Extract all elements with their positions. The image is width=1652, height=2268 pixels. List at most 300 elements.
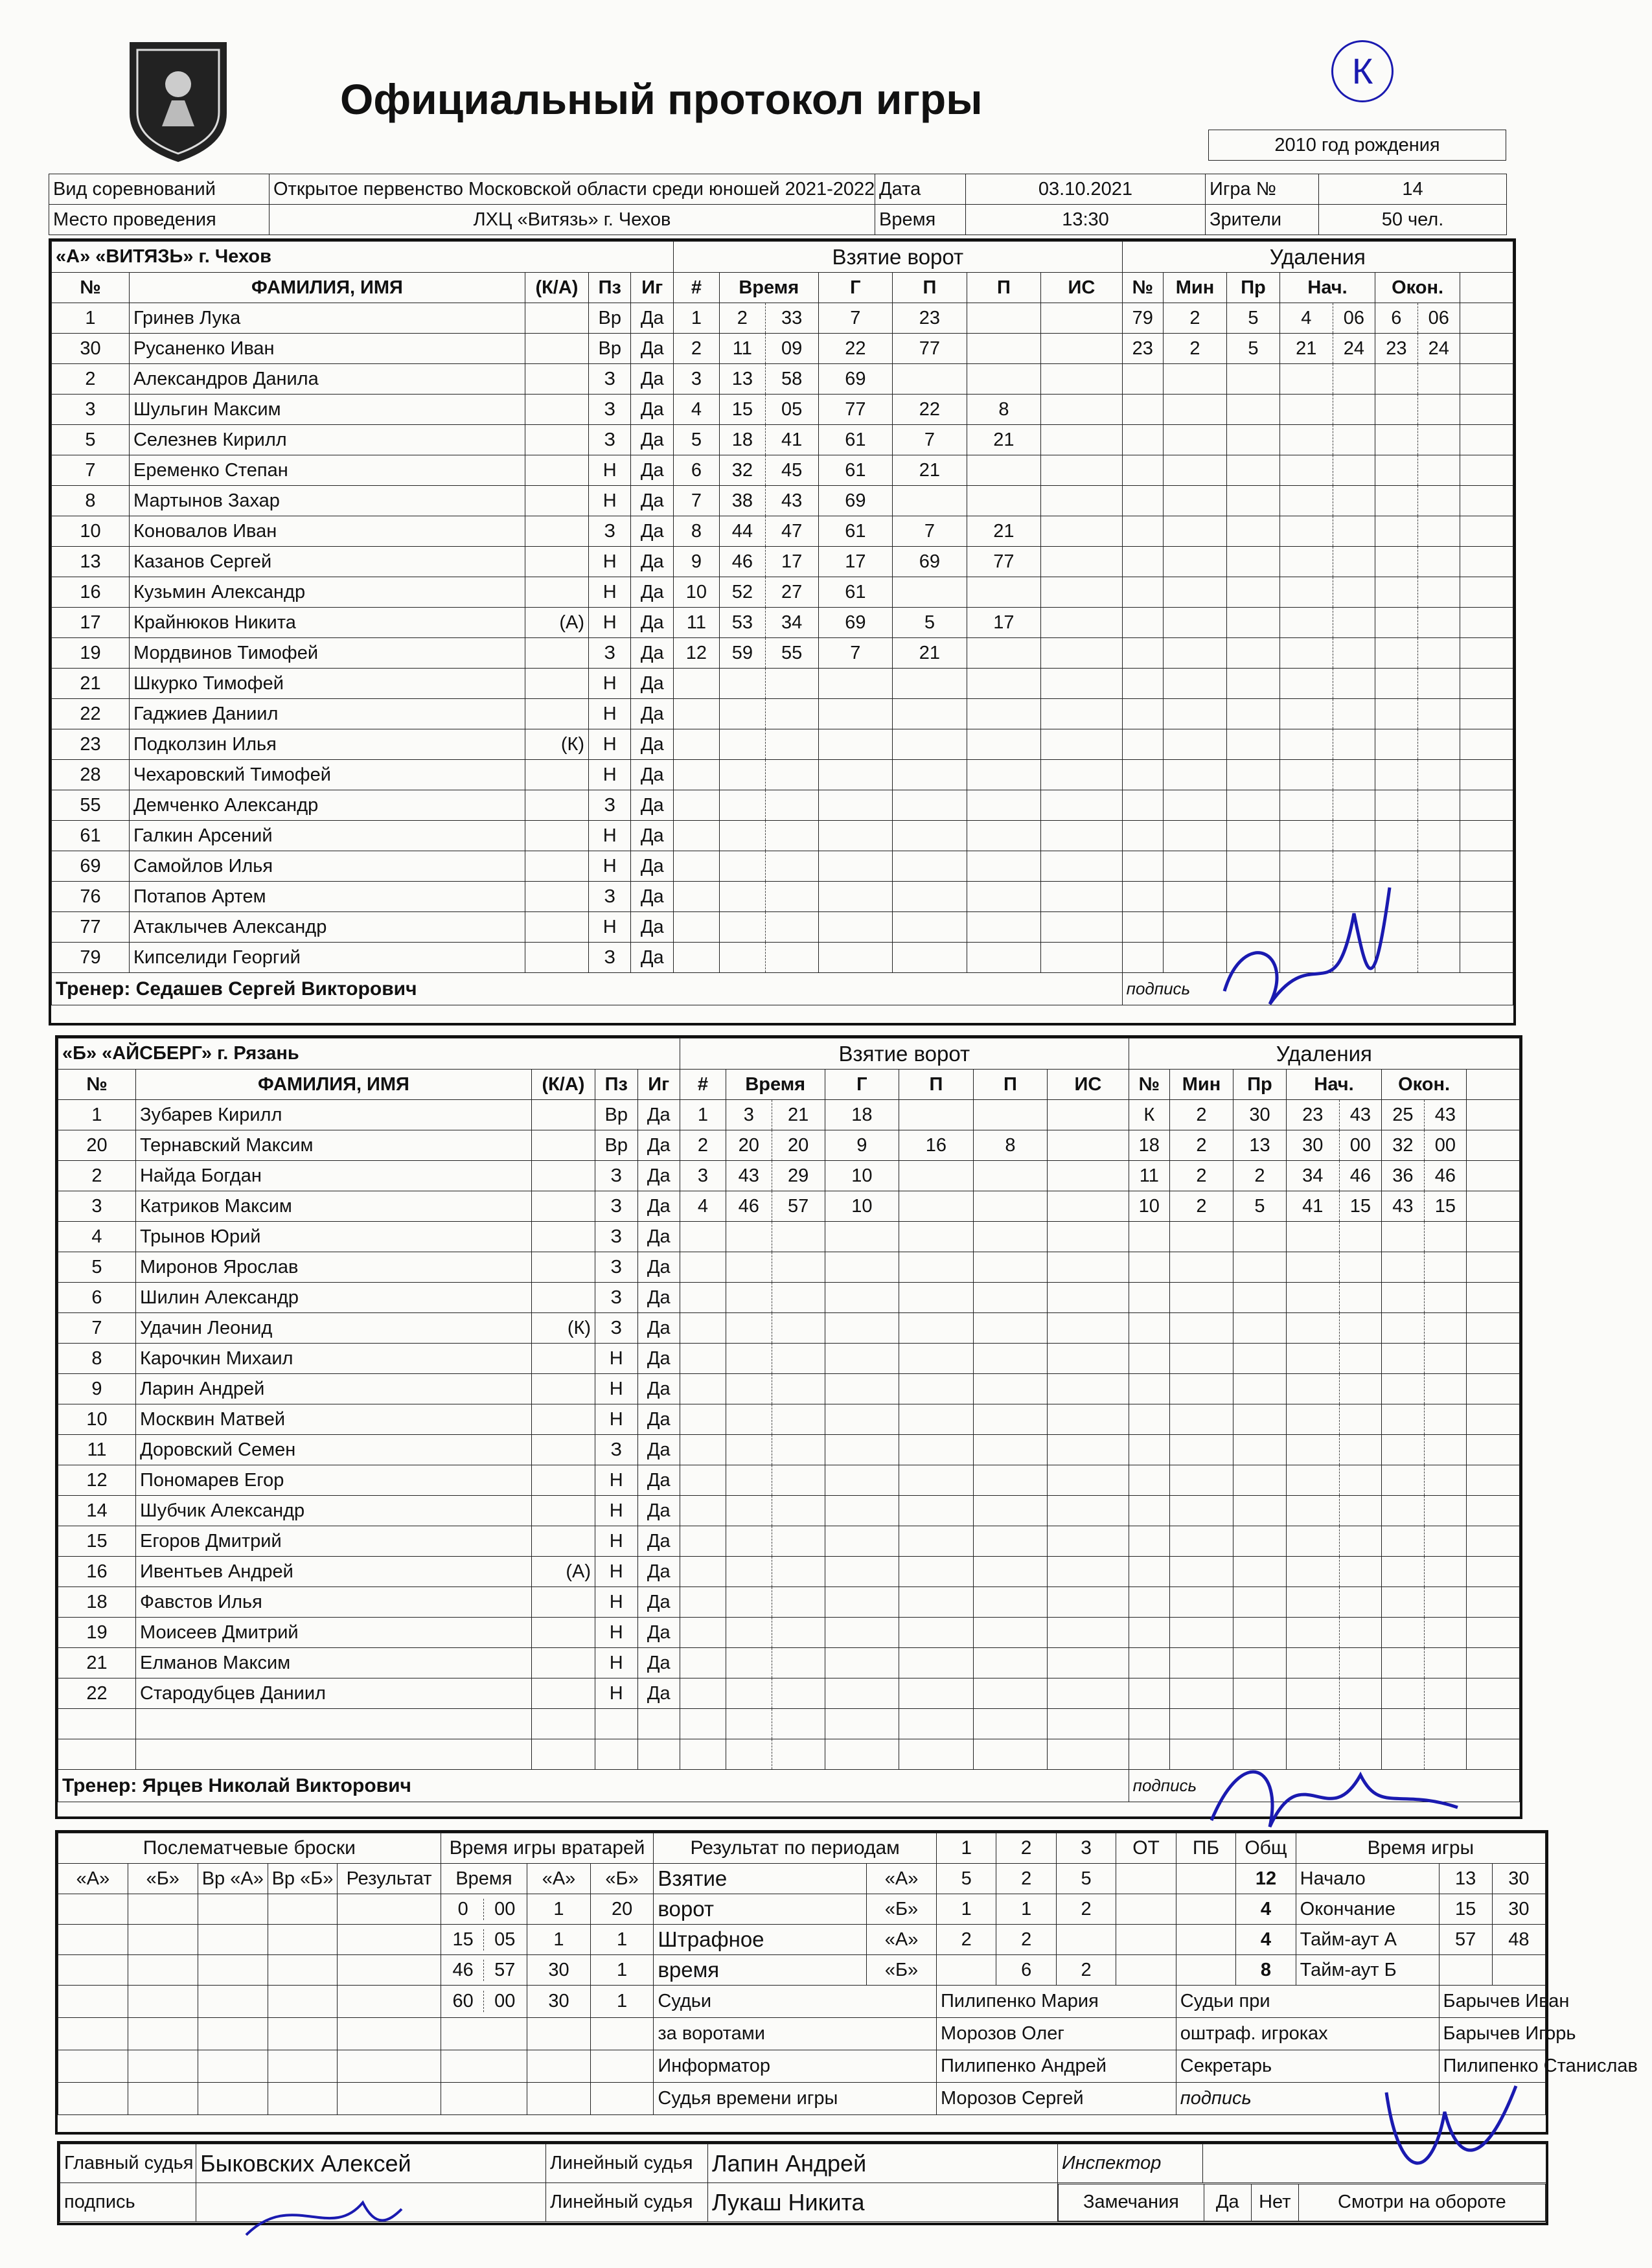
penalty-cell <box>1286 1404 1339 1435</box>
player-played: Да <box>631 943 674 973</box>
player-number: 5 <box>52 425 130 455</box>
penalty-cell <box>1227 364 1280 395</box>
linesman1-name: Лапин Андрей <box>708 2144 1058 2183</box>
goal-cell: 77 <box>967 547 1041 577</box>
gk-time-sec: 00 <box>494 1898 516 1919</box>
player-position: Н <box>595 1526 637 1557</box>
penalty-cell <box>1339 1526 1381 1557</box>
penalty-cell <box>1286 1252 1339 1283</box>
goal-cell <box>967 821 1041 851</box>
goal-cell <box>680 1709 726 1739</box>
col-min: Мин <box>1163 273 1226 303</box>
penalty-cell <box>1227 669 1280 699</box>
goal-cell <box>1048 1435 1129 1465</box>
goal-cell: 22 <box>818 334 893 364</box>
goal-cell <box>726 1587 772 1618</box>
venue-value: ЛХЦ «Витязь» г. Чехов <box>270 205 875 235</box>
gk-time-sec: 00 <box>494 1991 516 2011</box>
penalty-cell <box>1417 943 1460 973</box>
penalty-cell <box>1375 699 1417 729</box>
penalty-judges-label2: оштраф. игроках <box>1176 2018 1439 2050</box>
goal-cell <box>973 1739 1048 1770</box>
goal-cell: 22 <box>893 395 967 425</box>
goal-cell <box>825 1313 899 1344</box>
main-ref-signature <box>240 2177 408 2248</box>
period-col: 3 <box>1056 1833 1116 1864</box>
goal-cell <box>1041 912 1122 943</box>
penalty-cell <box>1129 1678 1169 1709</box>
goal-cell: 7 <box>673 486 719 516</box>
penalty-cell <box>1339 1222 1381 1252</box>
player-played: Да <box>631 577 674 608</box>
penalty-cell <box>1417 821 1460 851</box>
player-number: 61 <box>52 821 130 851</box>
penalty-cell <box>1286 1557 1339 1587</box>
goal-cell: 8 <box>967 395 1041 425</box>
goal-cell <box>973 1313 1048 1344</box>
linesman2-name: Лукаш Никита <box>708 2183 1058 2222</box>
penalty-cell: 10 <box>1129 1191 1169 1222</box>
penalty-cell <box>1227 729 1280 760</box>
player-played: Да <box>637 1191 680 1222</box>
penalty-judges-label: Судьи при <box>1176 1986 1439 2018</box>
goal-cell: 1 <box>680 1100 726 1130</box>
goal-cell <box>726 1313 772 1344</box>
penalty-cell <box>1417 395 1460 425</box>
remarks-no: Нет <box>1251 2184 1298 2221</box>
player-position: З <box>595 1161 637 1191</box>
result-cell: 5 <box>936 1864 996 1894</box>
player-row <box>52 638 1513 669</box>
penalty-cell <box>1129 1222 1169 1252</box>
goal-cell <box>893 699 967 729</box>
player-number: 7 <box>58 1313 136 1344</box>
shootout-title: Послематчевые броски <box>58 1833 441 1864</box>
penalty-cell <box>1375 364 1417 395</box>
penalty-cell: 24 <box>1417 334 1460 364</box>
player-played: Да <box>631 516 674 547</box>
player-row <box>58 1191 1520 1222</box>
player-played <box>637 1709 680 1739</box>
player-name: Мордвинов Тимофей <box>129 638 525 669</box>
shootout-col: Вр «А» <box>198 1864 268 1894</box>
goal-cell: 13 <box>719 364 765 395</box>
player-row <box>58 1100 1520 1130</box>
player-position: Н <box>595 1374 637 1404</box>
penalty-cell: 15 <box>1339 1191 1381 1222</box>
goal-cell: 3 <box>673 364 719 395</box>
goal-cell <box>967 334 1041 364</box>
goal-cell <box>973 1648 1048 1678</box>
player-role <box>531 1739 595 1770</box>
player-row <box>52 699 1513 729</box>
gk-a: 30 <box>527 1955 591 1986</box>
goal-cell <box>899 1739 974 1770</box>
goal-cell <box>726 1709 772 1739</box>
player-played: Да <box>637 1283 680 1313</box>
penalty-cell: 13 <box>1233 1130 1287 1161</box>
goal-cell <box>893 882 967 912</box>
player-played: Да <box>637 1313 680 1344</box>
penalty-cell <box>1279 395 1333 425</box>
player-role: (А) <box>531 1557 595 1587</box>
penalty-cell <box>1129 1557 1169 1587</box>
player-name: Демченко Александр <box>129 790 525 821</box>
player-position: Н <box>589 486 631 516</box>
goal-cell: 45 <box>765 455 818 486</box>
penalty-cell <box>1163 790 1226 821</box>
penalty-cell: 30 <box>1286 1130 1339 1161</box>
penalty-cell <box>1129 1313 1169 1344</box>
page-title: Официальный протокол игры <box>340 75 983 123</box>
goal-cell <box>973 1161 1048 1191</box>
goal-cell <box>673 790 719 821</box>
game-time-h: 57 <box>1439 1925 1492 1955</box>
col-no: № <box>52 273 130 303</box>
penalty-cell: 23 <box>1375 334 1417 364</box>
penalty-cell <box>1279 577 1333 608</box>
goal-cell: 57 <box>772 1191 825 1222</box>
game-time-title: Время игры <box>1296 1833 1545 1864</box>
player-position: Н <box>595 1496 637 1526</box>
goal-cell <box>765 760 818 790</box>
gk-time-min: 15 <box>442 1929 485 1951</box>
goal-cell <box>772 1374 825 1404</box>
player-position: Н <box>595 1678 637 1709</box>
penalty-cell <box>1122 790 1163 821</box>
col-played: Иг <box>631 273 674 303</box>
penalty-cell <box>1375 425 1417 455</box>
penalty-cell <box>1417 760 1460 790</box>
player-row <box>58 1557 1520 1587</box>
player-number: 76 <box>52 882 130 912</box>
goal-cell <box>899 1161 974 1191</box>
player-name: Казанов Сергей <box>129 547 525 577</box>
venue-label: Место проведения <box>49 205 270 235</box>
goal-cell: 18 <box>825 1100 899 1130</box>
penalty-cell <box>1129 1739 1169 1770</box>
goal-cell: 32 <box>719 455 765 486</box>
player-number: 21 <box>58 1648 136 1678</box>
goal-cell <box>893 821 967 851</box>
goal-cell <box>893 851 967 882</box>
player-played: Да <box>637 1344 680 1374</box>
goal-cell <box>719 912 765 943</box>
penalty-cell <box>1339 1496 1381 1526</box>
penalty-cell <box>1286 1374 1339 1404</box>
player-number: 77 <box>52 912 130 943</box>
result-team-tag: «А» <box>867 1925 937 1955</box>
goal-cell <box>719 790 765 821</box>
player-number: 18 <box>58 1587 136 1618</box>
col-gtime: Время <box>719 273 818 303</box>
time-label: Время <box>875 205 966 235</box>
penalty-cell <box>1286 1678 1339 1709</box>
goal-cell <box>772 1344 825 1374</box>
penalty-cell <box>1417 486 1460 516</box>
player-number: 19 <box>58 1618 136 1648</box>
goal-cell <box>673 821 719 851</box>
goal-cell <box>1048 1587 1129 1618</box>
penalty-cell <box>1339 1404 1381 1435</box>
penalty-cell <box>1129 1344 1169 1374</box>
penalty-cell: 11 <box>1129 1161 1169 1191</box>
player-name: Атаклычев Александр <box>129 912 525 943</box>
player-position: Н <box>589 455 631 486</box>
penalty-cell <box>1286 1465 1339 1496</box>
federation-logo <box>123 36 233 165</box>
penalty-cell <box>1279 790 1333 821</box>
penalty-cell <box>1382 1344 1424 1374</box>
goal-cell: 58 <box>765 364 818 395</box>
penalty-cell <box>1333 364 1375 395</box>
player-name: Катриков Максим <box>135 1191 531 1222</box>
player-role <box>531 1404 595 1435</box>
penalty-cell <box>1424 1496 1466 1526</box>
penalty-cell <box>1382 1557 1424 1587</box>
penalty-cell <box>1333 547 1375 577</box>
goal-cell: 61 <box>818 425 893 455</box>
player-number: 1 <box>58 1100 136 1130</box>
penalty-cell <box>1227 486 1280 516</box>
penalty-cell <box>1417 516 1460 547</box>
result-team-tag: «Б» <box>867 1894 937 1925</box>
player-row <box>58 1648 1520 1678</box>
player-row <box>52 760 1513 790</box>
goal-cell: 8 <box>973 1130 1048 1161</box>
player-played: Да <box>637 1374 680 1404</box>
goal-judges-label2: за воротами <box>654 2018 937 2050</box>
penalty-cell <box>1227 547 1280 577</box>
goal-cell <box>680 1618 726 1648</box>
penalty-cell: 00 <box>1339 1130 1381 1161</box>
goal-cell <box>1041 577 1122 608</box>
penalty-cell: 5 <box>1227 334 1280 364</box>
player-role <box>531 1252 595 1283</box>
penalty-cell <box>1424 1557 1466 1587</box>
penalty-cell <box>1333 638 1375 669</box>
secretary-name: Пилипенко Станислав <box>1439 2050 1545 2083</box>
player-row <box>58 1313 1520 1344</box>
goal-cell <box>1041 486 1122 516</box>
goal-cell <box>772 1587 825 1618</box>
goal-cell <box>899 1404 974 1435</box>
team_a-sign-label: подпись <box>1122 973 1513 1005</box>
col-is: ИС <box>1048 1070 1129 1100</box>
player-row <box>58 1344 1520 1374</box>
player-position: З <box>589 516 631 547</box>
player-number: 22 <box>52 699 130 729</box>
player-row <box>52 455 1513 486</box>
goal-cell <box>726 1618 772 1648</box>
goal-cell <box>893 669 967 699</box>
player-played: Да <box>637 1222 680 1252</box>
player-row <box>58 1252 1520 1283</box>
penalty-cell: 34 <box>1286 1161 1339 1191</box>
player-played: Да <box>637 1465 680 1496</box>
goal-cell: 55 <box>765 638 818 669</box>
player-role <box>531 1435 595 1465</box>
penalty-cell <box>1339 1587 1381 1618</box>
goal-cell <box>825 1435 899 1465</box>
game-time-label: Начало <box>1296 1864 1439 1894</box>
goal-cell <box>1041 425 1122 455</box>
penalty-cell <box>1333 790 1375 821</box>
penalty-cell <box>1375 638 1417 669</box>
result-title: Результат по периодам <box>654 1833 937 1864</box>
goal-cell <box>973 1618 1048 1648</box>
player-name <box>135 1709 531 1739</box>
goal-cell: 7 <box>818 303 893 334</box>
player-position: Н <box>589 760 631 790</box>
penalty-cell <box>1169 1526 1233 1557</box>
player-played: Да <box>631 364 674 395</box>
player-role: (К) <box>531 1313 595 1344</box>
player-role <box>525 821 588 851</box>
goal-cell <box>673 943 719 973</box>
player-position: Вр <box>589 303 631 334</box>
goal-cell <box>973 1100 1048 1130</box>
player-name: Подколзин Илья <box>129 729 525 760</box>
penalty-cell <box>1424 1313 1466 1344</box>
penalty-cell: 25 <box>1382 1100 1424 1130</box>
goal-cell: 3 <box>726 1100 772 1130</box>
penalty-cell: 21 <box>1279 334 1333 364</box>
penalty-cell <box>1382 1222 1424 1252</box>
player-number: 55 <box>52 790 130 821</box>
penalty-cell <box>1279 547 1333 577</box>
goal-cell <box>967 669 1041 699</box>
main-ref-name: Быковских Алексей <box>196 2144 546 2183</box>
penalty-cell <box>1122 395 1163 425</box>
player-row <box>52 364 1513 395</box>
col-ka: (К/А) <box>525 273 588 303</box>
player-role <box>531 1100 595 1130</box>
game-info-table <box>49 174 1507 235</box>
player-number: 10 <box>58 1404 136 1435</box>
penalty-cell <box>1417 912 1460 943</box>
goal-cell <box>772 1404 825 1435</box>
penalty-cell <box>1279 455 1333 486</box>
goal-cell <box>772 1678 825 1709</box>
penalty-cell: К <box>1129 1100 1169 1130</box>
penalty-cell <box>1129 1526 1169 1557</box>
penalty-cell <box>1279 729 1333 760</box>
player-number: 21 <box>52 669 130 699</box>
goal-cell <box>765 729 818 760</box>
penalty-cell <box>1286 1222 1339 1252</box>
penalty-cell: 46 <box>1339 1161 1381 1191</box>
penalty-cell <box>1333 455 1375 486</box>
goal-cell <box>680 1587 726 1618</box>
col-g: Г <box>818 273 893 303</box>
competition-label: Вид соревнований <box>49 174 270 205</box>
result-cell <box>1176 1864 1235 1894</box>
penalty-cell <box>1424 1344 1466 1374</box>
goal-cell <box>967 943 1041 973</box>
goal-cell <box>825 1587 899 1618</box>
penalty-cell <box>1382 1252 1424 1283</box>
see-back-label: Смотри на обороте <box>1298 2184 1545 2221</box>
player-number: 16 <box>58 1557 136 1587</box>
goal-cell <box>818 912 893 943</box>
remarks-label: Замечания <box>1059 2184 1204 2221</box>
result-cell <box>1056 1925 1116 1955</box>
goal-cell <box>899 1678 974 1709</box>
penalty-cell <box>1169 1435 1233 1465</box>
penalty-cell <box>1333 486 1375 516</box>
game-time-h: 13 <box>1439 1864 1492 1894</box>
col-pr: Пр <box>1227 273 1280 303</box>
period-col: 1 <box>936 1833 996 1864</box>
team_b-sign-label: подпись <box>1129 1770 1519 1802</box>
player-role <box>531 1161 595 1191</box>
player-row <box>58 1678 1520 1709</box>
penalty-cell: 46 <box>1424 1161 1466 1191</box>
player-number: 23 <box>52 729 130 760</box>
player-name: Шубчик Александр <box>135 1496 531 1526</box>
player-role <box>531 1283 595 1313</box>
player-played: Да <box>631 699 674 729</box>
player-number: 10 <box>52 516 130 547</box>
time-value: 13:30 <box>966 205 1206 235</box>
player-number: 14 <box>58 1496 136 1526</box>
goal-cell <box>772 1618 825 1648</box>
goal-cell <box>765 821 818 851</box>
goal-cell <box>726 1222 772 1252</box>
penalty-cell <box>1375 608 1417 638</box>
player-name: Карочкин Михаил <box>135 1344 531 1374</box>
penalty-cell <box>1169 1404 1233 1435</box>
goal-cell <box>680 1252 726 1283</box>
goal-cell <box>673 760 719 790</box>
team_a-goals-header: Взятие ворот <box>673 242 1122 273</box>
goal-cell <box>1048 1100 1129 1130</box>
player-name: Ивентьев Андрей <box>135 1557 531 1587</box>
goal-cell <box>680 1222 726 1252</box>
spectators-value: 50 чел. <box>1319 205 1507 235</box>
goal-cell <box>1048 1739 1129 1770</box>
goal-cell: 16 <box>899 1130 974 1161</box>
player-position: Н <box>595 1587 637 1618</box>
col-start: Нач. <box>1286 1070 1381 1100</box>
goal-cell <box>1041 943 1122 973</box>
player-number: 8 <box>58 1344 136 1374</box>
goal-judge-1: Пилипенко Мария <box>936 1986 1176 2018</box>
goal-cell <box>726 1344 772 1374</box>
goal-cell <box>726 1465 772 1496</box>
penalty-cell <box>1122 882 1163 912</box>
penalty-cell <box>1233 1252 1287 1283</box>
result-cell: 2 <box>996 1864 1056 1894</box>
player-position: Н <box>589 608 631 638</box>
player-role <box>525 455 588 486</box>
goal-cell <box>726 1374 772 1404</box>
goal-cell <box>1048 1526 1129 1557</box>
penalty-judge-1: Барычев Иван <box>1439 1986 1545 2018</box>
goal-cell <box>893 912 967 943</box>
goal-cell <box>899 1496 974 1526</box>
penalty-cell <box>1339 1435 1381 1465</box>
penalty-cell <box>1339 1283 1381 1313</box>
player-played: Да <box>631 395 674 425</box>
result-cell: 4 <box>1236 1894 1296 1925</box>
player-name: Егоров Дмитрий <box>135 1526 531 1557</box>
goal-cell <box>973 1465 1048 1496</box>
penalty-cell <box>1424 1465 1466 1496</box>
col-pos: Пз <box>589 273 631 303</box>
player-name: Ларин Андрей <box>135 1374 531 1404</box>
